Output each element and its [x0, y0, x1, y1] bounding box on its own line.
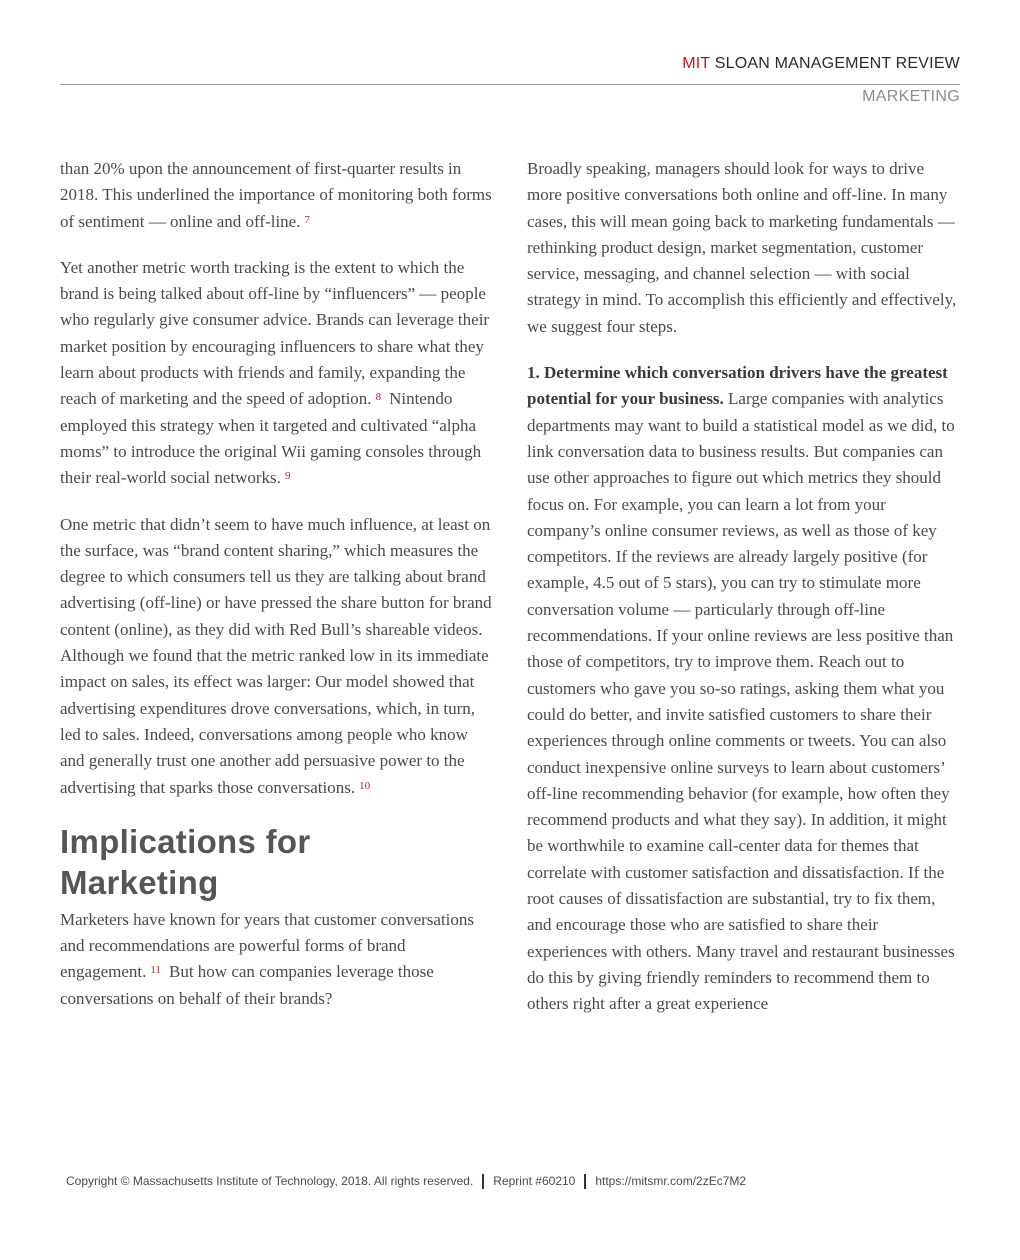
footnote-link[interactable]: 11 [150, 964, 161, 977]
paragraph [60, 156, 494, 235]
right-column [527, 156, 961, 1038]
brand-name: SLOAN MANAGEMENT REVIEW [710, 55, 960, 72]
reprint-number: Reprint #60210 [493, 1174, 576, 1188]
paragraph [60, 255, 494, 492]
paragraph [527, 156, 961, 340]
paragraph-text: than 20% upon the announcement of first-quarter results in 2018. This underlined the importance of monitoring both forms of sentiment — online and off-line. [60, 159, 492, 231]
heading-line: Implications for [60, 822, 311, 860]
footer [66, 1174, 746, 1189]
paragraph [60, 907, 494, 1012]
paragraph [60, 512, 494, 801]
footer-divider [584, 1174, 586, 1189]
header-rule [60, 84, 960, 85]
footnote-link[interactable]: 8 [375, 391, 382, 404]
footnote-link[interactable]: 9 [284, 470, 291, 483]
paragraph-text: Yet another metric worth tracking is the extent to which the brand is being talked about off-line by “influencers” — people who regularly give consumer advice. Brands can leverage their market position by encouraging influencers to share what they learn about products with friends and family, expanding the reach of marketing and the speed of adoption. [60, 257, 490, 409]
brand-mit: MIT [682, 55, 711, 72]
section-heading [60, 821, 494, 903]
footnote-link[interactable]: 10 [359, 779, 371, 792]
left-column [60, 156, 494, 1032]
footer-divider [482, 1174, 484, 1189]
paragraph-text: Large companies with analytics departments may want to build a statistical model as we did, to link conversation data to business results. But companies can use other approaches to figure out which metrics they should focus on. For example, you can learn a lot from your company’s online consumer reviews, as well as those of key competitors. If the reviews are already largely positive (for example, 4.5 out of 5 stars), you can try to stimulate more conversation volume — particularly through off-line recommendations. If your online reviews are less positive than those of competitors, try to improve them. Reach out to customers who gave you so-so ratings, asking them what you could do better, and invite satisfied customers to share their experiences through online comments or tweets. You can also conduct inexpensive online surveys to learn about customers’ off-line recommending behavior (for example, how often they recommend products and what they say). In addition, it might be worthwhile to examine call-center data for themes that correlate with customer satisfaction and dissatisfaction. If the root causes of dissatisfaction are substantial, try to fix them, and encourage those who are satisfied to share their experiences with others. Many travel and restaurant businesses do this by giving friendly reminders to recommend them to others right after a great experience [527, 389, 955, 1014]
step-heading: 1. Determine which conversation drivers have the greatest potential for your business. [527, 363, 948, 409]
heading-line: Marketing [60, 863, 219, 901]
copyright-text: Copyright © Massachusetts Institute of Technology, 2018. All rights reserved. [66, 1174, 474, 1188]
paragraph-text: Nintendo employed this strategy when it targeted and cultivated “alpha moms” to introduce the original Wii gaming consoles through their real-world social networks. [60, 389, 482, 488]
masthead [682, 55, 960, 73]
paragraph [527, 360, 961, 1017]
reprint-url-link[interactable]: https://mitsmr.com/2zEc7M2 [595, 1174, 747, 1188]
section-label: MARKETING [862, 88, 960, 105]
footnote-link[interactable]: 7 [304, 213, 310, 226]
paragraph-text: Broadly speaking, managers should look for ways to drive more positive conversations both online and off-line. In many cases, this will mean going back to marketing fundamentals — rethinking product design, market segmentation, customer service, messaging, and channel selection — with social strategy in mind. To accomplish this efficiently and effectively, we suggest four steps. [527, 159, 957, 336]
paragraph-text: One metric that didn’t seem to have much influence, at least on the surface, was “brand content sharing,” which measures the degree to which consumers tell us they are talking about brand advertising (off-line) or have pressed the share button for brand content (online), as they did with Red Bull’s shareable videos. Although we found that the metric ranked low in its immediate impact on sales, its effect was larger: Our model showed that advertising expenditures drove conversations, which, in turn, led to sales. Indeed, conversations among people who know and generally trust one another add persuasive power to the advertising that sparks those conversations. [60, 514, 492, 797]
paragraph-text: But how can companies leverage those conversations on behalf of their brands? [60, 962, 434, 1008]
paragraph-text: Marketers have known for years that customer conversations and recommendations are powerful forms of brand engagement. [60, 909, 475, 982]
